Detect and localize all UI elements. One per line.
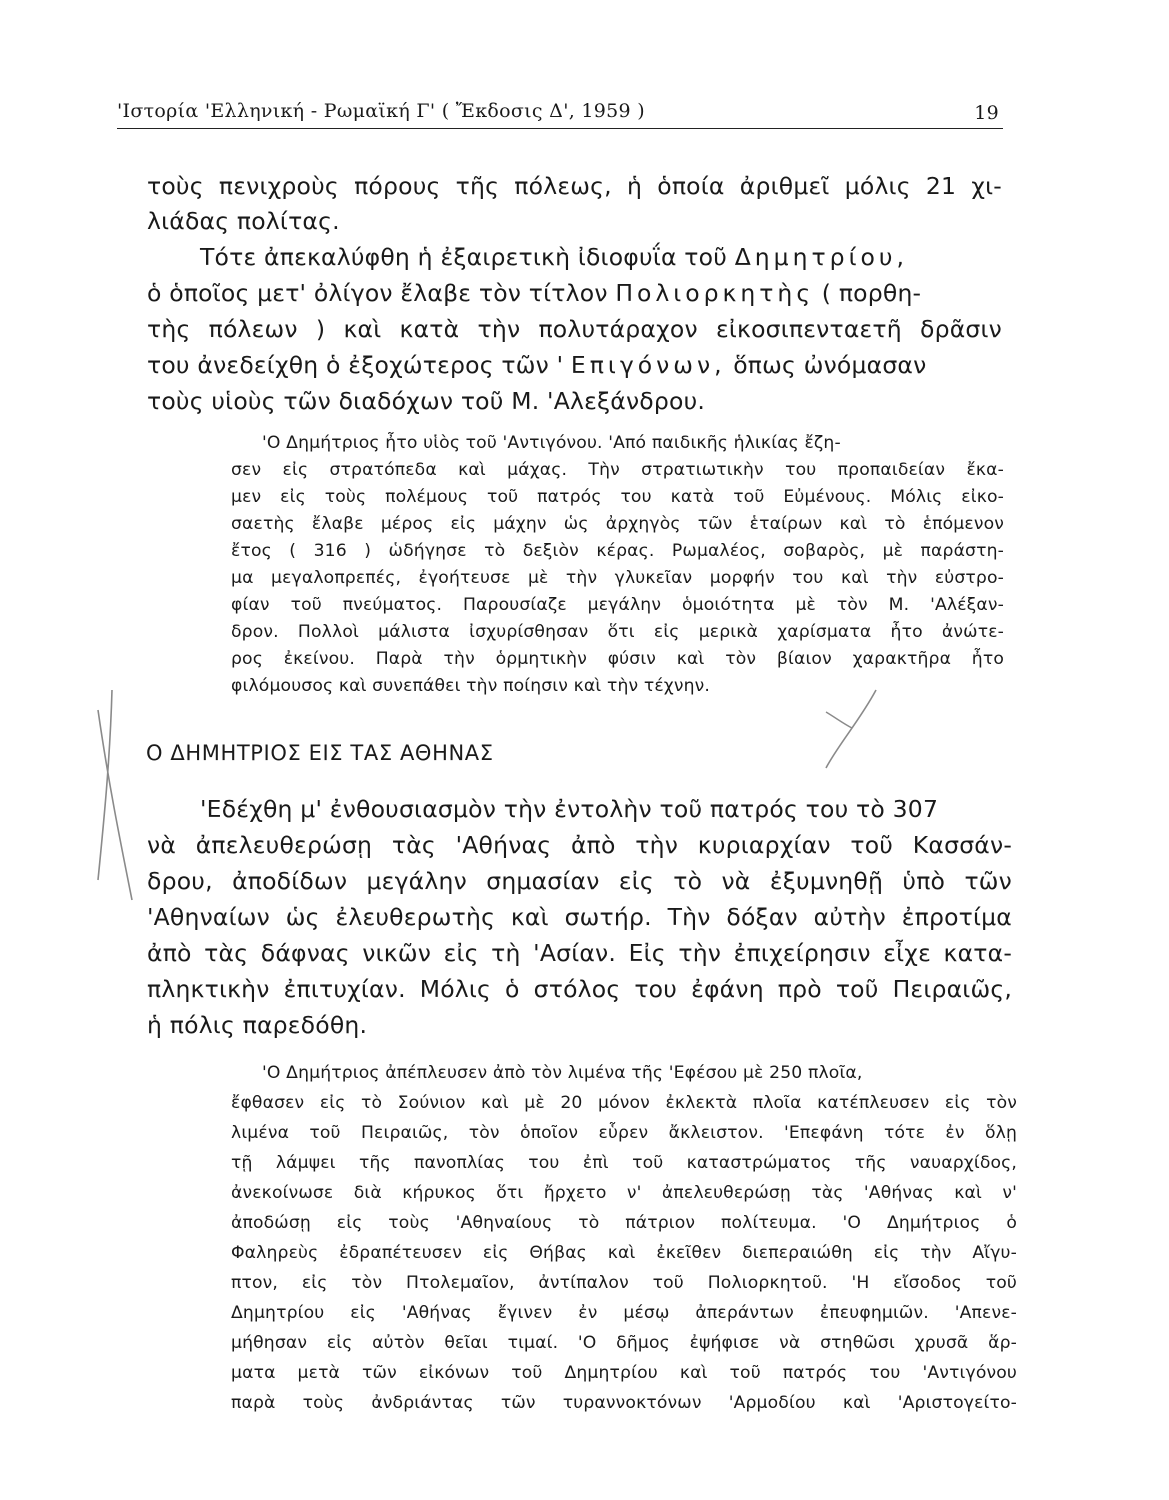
body-line: λιάδας πολίτας. [147, 207, 340, 235]
note-line: ἔφθασεν εἰς τὸ Σούνιον καὶ μὲ 20 μόνον ἐκλεκτὰ πλοῖα κατέπλευσεν εἰς τὸν [231, 1093, 1017, 1113]
pencil-stroke [826, 712, 852, 728]
body-line: 'Εδέχθη μ' ἐνθουσιασμὸν τὴν ἐντολὴν τοῦ πατρός του τὸ 307 [200, 795, 939, 823]
note-line: παρὰ τοὺς ἀνδριάντας τῶν τυραννοκτόνων 'Αρμοδίου καὶ 'Αριστογείτο- [231, 1393, 1017, 1413]
body-line: ἡ πόλις παρεδόθη. [147, 1011, 368, 1039]
note-line: σεν εἰς στρατόπεδα καὶ μάχας. Τὴν στρατιωτικὴν του προπαιδείαν ἔκα- [231, 460, 1004, 480]
body-line: τοὺς πενιχροὺς πόρους τῆς πόλεως, ἡ ὁποία ἀριθμεῖ μόλις 21 χι- [147, 172, 1002, 200]
note-line: μα μεγαλοπρεπές, ἐγοήτευσε μὲ τὴν γλυκεῖαν μορφήν του καὶ τὴν εὐστρο- [231, 568, 1004, 588]
note-line: Φαληρεὺς ἐδραπέτευσεν εἰς Θήβας καὶ ἐκεῖθεν διεπεραιώθη εἰς τὴν Αἴγυ- [231, 1243, 1017, 1263]
emphasized-term: Επιγόνων, [570, 351, 726, 379]
note-line: 'Ο Δημήτριος ἀπέπλευσεν ἀπὸ τὸν λιμένα τῆς 'Εφέσου μὲ 250 πλοῖα, [262, 1063, 863, 1083]
pencil-stroke [826, 690, 876, 768]
note-line: τῇ λάμψει τῆς πανοπλίας του ἐπὶ τοῦ καταστρώματος τῆς ναυαρχίδος, [231, 1153, 1017, 1173]
note-line: φιλόμουσος καὶ συνεπάθει τὴν ποίησιν καὶ τὴν τέχνην. [231, 676, 711, 696]
note-line: Δημητρίου εἰς 'Αθήνας ἔγινεν ἐν μέσῳ ἀπεράντων ἐπευφημιῶν. 'Απενε- [231, 1303, 1017, 1323]
body-line [147, 279, 921, 307]
note-line: μήθησαν εἰς αὐτὸν θεῖαι τιμαί. 'Ο δῆμος ἐψήφισε νὰ στηθῶσι χρυσᾶ ἅρ- [231, 1333, 1017, 1353]
body-line: δρου, ἀποδίδων μεγάλην σημασίαν εἰς τὸ νὰ ἐξυμνηθῇ ὑπὸ τῶν [147, 867, 1012, 895]
note-line: μεν εἰς τοὺς πολέμους τοῦ πατρός του κατὰ τοῦ Εὐμένους. Μόλις εἰκο- [231, 487, 1004, 507]
note-line: 'Ο Δημήτριος ἦτο υἱὸς τοῦ 'Αντιγόνου. 'Από παιδικῆς ἡλικίας ἔζη- [262, 433, 841, 453]
body-text: Τότε ἀπεκαλύφθη ἡ ἐξαιρετικὴ ἰδιοφυΐα τοῦ [200, 243, 728, 271]
note-line: ἔτος ( 316 ) ὡδήγησε τὸ δεξιὸν κέρας. Ρωμαλέος, σοβαρὸς, μὲ παράστη- [231, 541, 1004, 561]
emphasized-name: Δημητρίου, [734, 243, 908, 271]
body-line [147, 351, 926, 379]
body-text: του ἀνεδείχθη ὁ ἐξοχώτερος τῶν ' [147, 351, 564, 379]
note-line: δρον. Πολλοὶ μάλιστα ἰσχυρίσθησαν ὅτι εἰς μερικὰ χαρίσματα ἦτο ἀνώτε- [231, 622, 1004, 642]
body-line [200, 243, 908, 271]
note-line: ρος ἐκείνου. Παρὰ τὴν ὁρμητικὴν φύσιν καὶ τὸν βίαιον χαρακτῆρα ἦτο [231, 649, 1004, 669]
body-line: νὰ ἀπελευθερώσῃ τὰς 'Αθήνας ἀπὸ τὴν κυριαρχίαν τοῦ Κασσάν- [147, 831, 1012, 859]
note-line: φίαν τοῦ πνεύματος. Παρουσίαζε μεγάλην ὁμοιότητα μὲ τὸν Μ. 'Αλέξαν- [231, 595, 1004, 615]
body-line: 'Αθηναίων ὡς ἐλευθερωτὴς καὶ σωτήρ. Τὴν δόξαν αὐτὴν ἐπροτίμα [147, 903, 1012, 931]
emphasized-title: Πολιορκητὴς [615, 279, 815, 307]
running-header [117, 98, 1003, 129]
note-line: ματα μετὰ τῶν εἰκόνων τοῦ Δημητρίου καὶ τοῦ πατρός του 'Αντιγόνου [231, 1363, 1017, 1383]
section-heading: Ο ΔΗΜΗΤΡΙΟΣ ΕΙΣ ΤΑΣ ΑΘΗΝΑΣ [146, 741, 494, 765]
page-number: 19 [974, 102, 999, 124]
note-line: σαετὴς ἔλαβε μέρος εἰς μάχην ὡς ἀρχηγὸς τῶν ἑταίρων καὶ τὸ ἑπόμενον [231, 514, 1004, 534]
body-text: ὁ ὁποῖος μετ' ὀλίγον ἔλαβε τὸν τίτλον [147, 279, 608, 307]
pencil-stroke [98, 710, 132, 900]
body-text: ( πορθη- [821, 279, 922, 307]
note-line: πτον, εἰς τὸν Πτολεμαῖον, ἀντίπαλον τοῦ Πολιορκητοῦ. 'Η εἴσοδος τοῦ [231, 1273, 1017, 1293]
body-line: τὴς πόλεων ) καὶ κατὰ τὴν πολυτάραχον εἰκοσιπενταετῆ δρᾶσιν [147, 315, 1002, 343]
body-text: ὅπως ὠνόμασαν [733, 351, 927, 379]
note-line: ἀνεκοίνωσε διὰ κήρυκος ὅτι ἤρχετο ν' ἀπελευθερώσῃ τὰς 'Αθήνας καὶ ν' [231, 1183, 1017, 1203]
body-line: πληκτικὴν ἐπιτυχίαν. Μόλις ὁ στόλος του ἐφάνη πρὸ τοῦ Πειραιῶς, [147, 975, 1012, 1003]
pencil-stroke [98, 690, 112, 880]
book-title: 'Ιστορία 'Ελληνική - Ρωμαϊκή Γ' ( Ἔκδοσις Δ', 1959 ) [117, 100, 645, 122]
body-line: τοὺς υἱοὺς τῶν διαδόχων τοῦ Μ. 'Αλεξάνδρου. [147, 387, 706, 415]
body-line: ἀπὸ τὰς δάφνας νικῶν εἰς τὴ 'Ασίαν. Εἰς τὴν ἐπιχείρησιν εἶχε κατα- [147, 939, 1012, 967]
note-line: λιμένα τοῦ Πειραιῶς, τὸν ὁποῖον εὗρεν ἄκλειστον. 'Επεφάνη τότε ἐν ὅλῃ [231, 1123, 1017, 1143]
note-line: ἀποδώσῃ εἰς τοὺς 'Αθηναίους τὸ πάτριον πολίτευμα. 'Ο Δημήτριος ὁ [231, 1213, 1017, 1233]
